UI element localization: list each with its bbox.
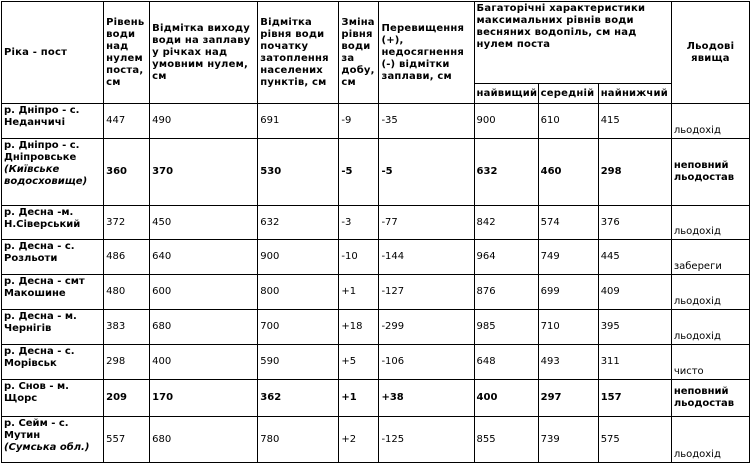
cell-ice: забереги	[671, 240, 749, 275]
cell-ice: льодохід	[671, 417, 749, 463]
cell-flood: 691	[258, 104, 339, 139]
cell-average: 297	[538, 380, 598, 417]
cell-river-post	[2, 380, 104, 417]
cell-average: 610	[538, 104, 598, 139]
header-lowest: найнижчий	[598, 84, 671, 104]
cell-excess: -106	[379, 345, 474, 380]
cell-river-post	[2, 417, 104, 463]
cell-overflow: 450	[150, 206, 258, 240]
cell-ice: чисто	[671, 345, 749, 380]
header-highest: найвищий	[474, 84, 538, 104]
cell-river-post	[2, 139, 104, 206]
cell-average: 739	[538, 417, 598, 463]
river-post-name: р. Дніпро - с. Неданчичі	[4, 105, 80, 128]
header-excess: Перевищення (+), недосягнення (-) відмітки заплави, см	[379, 2, 474, 104]
cell-flood: 700	[258, 310, 339, 345]
cell-lowest: 409	[598, 275, 671, 310]
cell-excess: -144	[379, 240, 474, 275]
cell-ice: неповний льодостав	[671, 380, 749, 417]
cell-change: -9	[339, 104, 379, 139]
cell-overflow: 170	[150, 380, 258, 417]
cell-level: 209	[104, 380, 150, 417]
cell-ice: льодохід	[671, 206, 749, 240]
cell-lowest: 415	[598, 104, 671, 139]
header-multi-year: Багаторічні характеристики максимальних рівнів води весняних водопіль, см над нулем поста	[474, 2, 671, 84]
header-average: середній	[538, 84, 598, 104]
cell-highest: 964	[474, 240, 538, 275]
cell-flood: 800	[258, 275, 339, 310]
cell-highest: 400	[474, 380, 538, 417]
cell-excess: -77	[379, 206, 474, 240]
river-post-name: р. Десна - с. Розльоти	[4, 241, 75, 264]
cell-excess: -299	[379, 310, 474, 345]
cell-flood: 900	[258, 240, 339, 275]
cell-level: 447	[104, 104, 150, 139]
river-post-name: р. Десна - с. Морівськ	[4, 346, 75, 369]
cell-ice: льодохід	[671, 104, 749, 139]
cell-overflow: 640	[150, 240, 258, 275]
header-daily-change: Зміна рівня води за добу, см	[339, 2, 379, 104]
cell-lowest: 157	[598, 380, 671, 417]
cell-lowest: 298	[598, 139, 671, 206]
cell-change: +1	[339, 275, 379, 310]
cell-lowest: 445	[598, 240, 671, 275]
river-post-region: (Сумська обл.)	[4, 442, 90, 453]
cell-highest: 648	[474, 345, 538, 380]
cell-highest: 632	[474, 139, 538, 206]
table-row	[2, 345, 750, 380]
cell-excess: +38	[379, 380, 474, 417]
table-body	[2, 104, 750, 463]
cell-average: 710	[538, 310, 598, 345]
cell-level: 486	[104, 240, 150, 275]
cell-overflow: 370	[150, 139, 258, 206]
table-row	[2, 417, 750, 463]
cell-flood: 632	[258, 206, 339, 240]
cell-river-post	[2, 104, 104, 139]
cell-change: -10	[339, 240, 379, 275]
cell-flood: 530	[258, 139, 339, 206]
cell-average: 493	[538, 345, 598, 380]
cell-river-post	[2, 275, 104, 310]
cell-lowest: 376	[598, 206, 671, 240]
cell-lowest: 395	[598, 310, 671, 345]
cell-overflow: 600	[150, 275, 258, 310]
cell-change: +5	[339, 345, 379, 380]
cell-overflow: 400	[150, 345, 258, 380]
river-post-name: р. Снов - м. Щорс	[4, 381, 69, 404]
river-post-name: р. Десна - смт Макошине	[4, 276, 85, 299]
cell-lowest: 311	[598, 345, 671, 380]
cell-average: 749	[538, 240, 598, 275]
cell-change: +2	[339, 417, 379, 463]
cell-average: 460	[538, 139, 598, 206]
cell-highest: 842	[474, 206, 538, 240]
header-ice: Льодові явища	[671, 2, 749, 104]
water-levels-table	[1, 1, 750, 463]
cell-level: 480	[104, 275, 150, 310]
cell-highest: 900	[474, 104, 538, 139]
river-post-name: р. Сейм - с. Мутин	[4, 418, 69, 441]
river-post-name: р. Десна - м. Чернігів	[4, 311, 77, 334]
cell-level: 383	[104, 310, 150, 345]
cell-highest: 985	[474, 310, 538, 345]
cell-change: +1	[339, 380, 379, 417]
table-row	[2, 206, 750, 240]
cell-change: +18	[339, 310, 379, 345]
cell-ice: льодохід	[671, 275, 749, 310]
header-river-post: Ріка - пост	[2, 2, 104, 104]
cell-level: 557	[104, 417, 150, 463]
cell-river-post	[2, 310, 104, 345]
river-post-region: (Київське водосховище)	[4, 164, 88, 187]
header-overflow-mark: Відмітка виходу води на заплаву у річках над умовним нулем, см	[150, 2, 258, 104]
river-post-name: р. Дніпро - с. Дніпровське	[4, 140, 80, 163]
table-row	[2, 139, 750, 206]
cell-average: 574	[538, 206, 598, 240]
cell-lowest: 575	[598, 417, 671, 463]
cell-ice: неповний льодостав	[671, 139, 749, 206]
cell-level: 372	[104, 206, 150, 240]
cell-overflow: 680	[150, 310, 258, 345]
cell-highest: 855	[474, 417, 538, 463]
cell-excess: -35	[379, 104, 474, 139]
cell-river-post	[2, 240, 104, 275]
table-row	[2, 310, 750, 345]
cell-level: 298	[104, 345, 150, 380]
river-post-name: р. Десна -м. Н.Сіверський	[4, 207, 81, 230]
cell-excess: -127	[379, 275, 474, 310]
cell-highest: 876	[474, 275, 538, 310]
cell-river-post	[2, 345, 104, 380]
cell-overflow: 490	[150, 104, 258, 139]
table-row	[2, 240, 750, 275]
cell-overflow: 680	[150, 417, 258, 463]
cell-flood: 590	[258, 345, 339, 380]
cell-flood: 780	[258, 417, 339, 463]
cell-change: -3	[339, 206, 379, 240]
cell-river-post	[2, 206, 104, 240]
table-row	[2, 275, 750, 310]
cell-change: -5	[339, 139, 379, 206]
cell-ice: льодохід	[671, 310, 749, 345]
table-row	[2, 104, 750, 139]
table-row	[2, 380, 750, 417]
cell-excess: -5	[379, 139, 474, 206]
cell-excess: -125	[379, 417, 474, 463]
cell-level: 360	[104, 139, 150, 206]
cell-average: 699	[538, 275, 598, 310]
header-level-above-zero: Рівень води над нулем поста, см	[104, 2, 150, 104]
header-flood-mark: Відмітка рівня води початку затоплення населених пунктів, см	[258, 2, 339, 104]
cell-flood: 362	[258, 380, 339, 417]
